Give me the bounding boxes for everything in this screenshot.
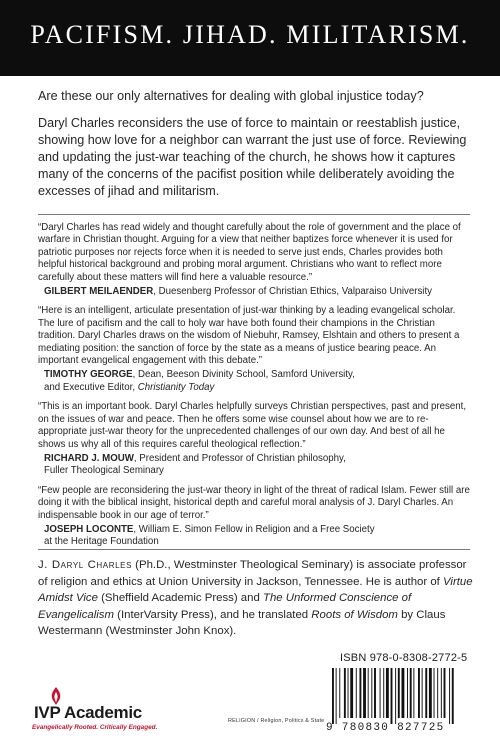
barcode-bar xyxy=(422,668,423,718)
endorser-role: , President and Professor of Christian philosophy, xyxy=(133,452,346,464)
endorser-role: , Dean, Beeson Divinity School, Samford University, xyxy=(132,369,355,381)
bio-text: (Ph.D., Westminster Theological Seminary) is associate professor of religion and ethics at Union University in Jackson, Tennessee. He is author of xyxy=(38,559,467,588)
endorser-role: , William E. Simon Fellow in Religion and a Free Society xyxy=(133,523,375,535)
divider-bottom xyxy=(38,549,470,550)
barcode-bar xyxy=(434,668,435,718)
publisher-logo xyxy=(28,686,178,736)
endorsement xyxy=(38,305,472,394)
barcode-bar xyxy=(332,668,334,724)
intro-section xyxy=(38,88,478,210)
book-title: Virtue Amidst Vice xyxy=(38,575,473,604)
endorsement xyxy=(38,485,472,549)
barcode-bar xyxy=(356,668,357,718)
endorsements xyxy=(38,222,472,556)
bio-text: (Sheffield Academic Press) and xyxy=(97,592,263,604)
endorsement-attribution xyxy=(38,286,472,298)
barcode-bar xyxy=(386,668,389,718)
barcode-bar xyxy=(410,668,412,718)
endorsement-attribution xyxy=(38,524,472,549)
endorser-name: RICHARD J. MOUW xyxy=(44,452,134,464)
endorsement xyxy=(38,401,472,477)
barcode-bar xyxy=(413,668,414,718)
endorsement-quote: “Few people are reconsidering the just-war theory in light of the threat of radical Islam. Fewer still are doing it with the biblical insight, historical depth and careful moral analysis of J. Daryl Charles. An indispensable book in our age of terror.” xyxy=(38,484,470,521)
divider-top xyxy=(38,214,470,215)
endorser-role-cont: Fuller Theological Seminary xyxy=(44,465,164,477)
endorsement-quote: “Daryl Charles has read widely and thought carefully about the role of government and the place of warfare in Christian thought. Arguing for a view that neither baptizes force whenever it is used for patriotic purposes nor rejects force when it is needed to serve just ends, Charles provides both helpful historical background and probing moral argument. Christians who want to reflect more carefully about these matters will find here a valuable resource.” xyxy=(38,222,461,283)
barcode-bar xyxy=(429,668,432,718)
barcode-bar xyxy=(452,668,454,724)
cover-headline: PACIFISM. JIHAD. MILITARISM. xyxy=(30,20,470,49)
barcode-bar xyxy=(398,668,400,718)
isbn-digits: 9 780830 827725 xyxy=(326,722,445,734)
endorser-name: JOSEPH LOCONTE xyxy=(44,523,134,535)
endorser-role-cont: at the Heritage Foundation xyxy=(44,536,159,548)
endorser-role: , Duesenberg Professor of Christian Ethics, Valparaiso University xyxy=(153,286,432,298)
book-title: The Unformed Conscience of Evangelicalism xyxy=(38,592,412,621)
barcode-bar xyxy=(374,668,376,718)
bio-text: by Claus Westermann (Westminster John Knox). xyxy=(38,608,446,637)
barcode-bar xyxy=(371,668,372,718)
barcode-bar xyxy=(425,668,427,718)
barcode-bar xyxy=(391,668,393,724)
endorsement-attribution xyxy=(38,369,472,394)
endorser-name: TIMOTHY GEORGE xyxy=(44,369,133,381)
barcode-bar xyxy=(339,668,340,718)
barcode xyxy=(330,668,476,728)
barcode-bar xyxy=(444,668,446,718)
barcode-bar xyxy=(368,668,369,718)
barcode-bar xyxy=(336,668,337,724)
barcode-bar xyxy=(437,668,438,718)
publisher-name: IVP Academic xyxy=(34,703,142,722)
barcode-bar xyxy=(402,668,405,718)
book-title: Roots of Wisdom xyxy=(311,608,398,621)
barcode-bar xyxy=(363,668,366,718)
isbn-label: ISBN 978-0-8308-2772-5 xyxy=(340,652,468,664)
barcode-bar xyxy=(344,668,346,718)
barcode-bar xyxy=(449,668,450,724)
endorsement-attribution xyxy=(38,453,472,478)
barcode-bar xyxy=(407,668,408,718)
bio-text: (InterVarsity Press), and he translated xyxy=(113,608,312,621)
endorsement xyxy=(38,222,472,298)
title-banner xyxy=(0,0,500,76)
book-category: RELIGION / Religion, Politics & State xyxy=(228,718,325,724)
intro-summary: Daryl Charles reconsiders the use of force to maintain or reestablish justice, showing how love for a neighbor can warrant the just use of force. Reviewing and updating the just-war teaching of the church, he shows how it captures many of the concerns of the pacifist position while deliberately avoiding the excesses of jihad and militarism. xyxy=(38,116,467,198)
barcode-bar xyxy=(441,668,442,718)
barcode-bar xyxy=(380,668,381,718)
barcode-bar xyxy=(383,668,384,718)
barcode-bar xyxy=(418,668,420,718)
endorser-name: GILBERT MEILAENDER xyxy=(44,286,154,298)
endorser-role-cont: and Executive Editor, xyxy=(44,381,138,393)
barcode-bar xyxy=(350,668,353,718)
endorsement-quote: “Here is an intelligent, articulate presentation of just-war thinking by a leading evangelical scholar. The lure of pacifism and the call to holy war have both found their champions in the Christian tradition. Daryl Charles draws on the wisdom of Niebuhr, Ramsey, Elshtain and others to present a mediating position: the sanction of force by the state as a means of justice bearing peace. An important evangelical engagement with this debate.” xyxy=(38,305,460,367)
endorsement-quote: “This is an important book. Daryl Charles helpfully surveys Christian perspectives, past and present, on the issues of war and peace. Then he offers some wise counsel about how we are to re-appropriate just-war theory for the unprecedented challenges of our own day. And best of all he shows us why all of this requires careful theological reflection.” xyxy=(38,401,467,450)
publisher-tagline: Evangelically Rooted. Critically Engaged. xyxy=(32,724,158,731)
barcode-bar xyxy=(359,668,361,718)
intro-question: Are these our only alternatives for dealing with global injustice today? xyxy=(38,89,424,103)
barcode-bar xyxy=(348,668,349,718)
endorser-publication: Christianity Today xyxy=(137,381,215,393)
barcode-bar xyxy=(395,668,396,724)
author-bio xyxy=(38,557,478,640)
author-name: J. Daryl Charles xyxy=(38,559,133,571)
